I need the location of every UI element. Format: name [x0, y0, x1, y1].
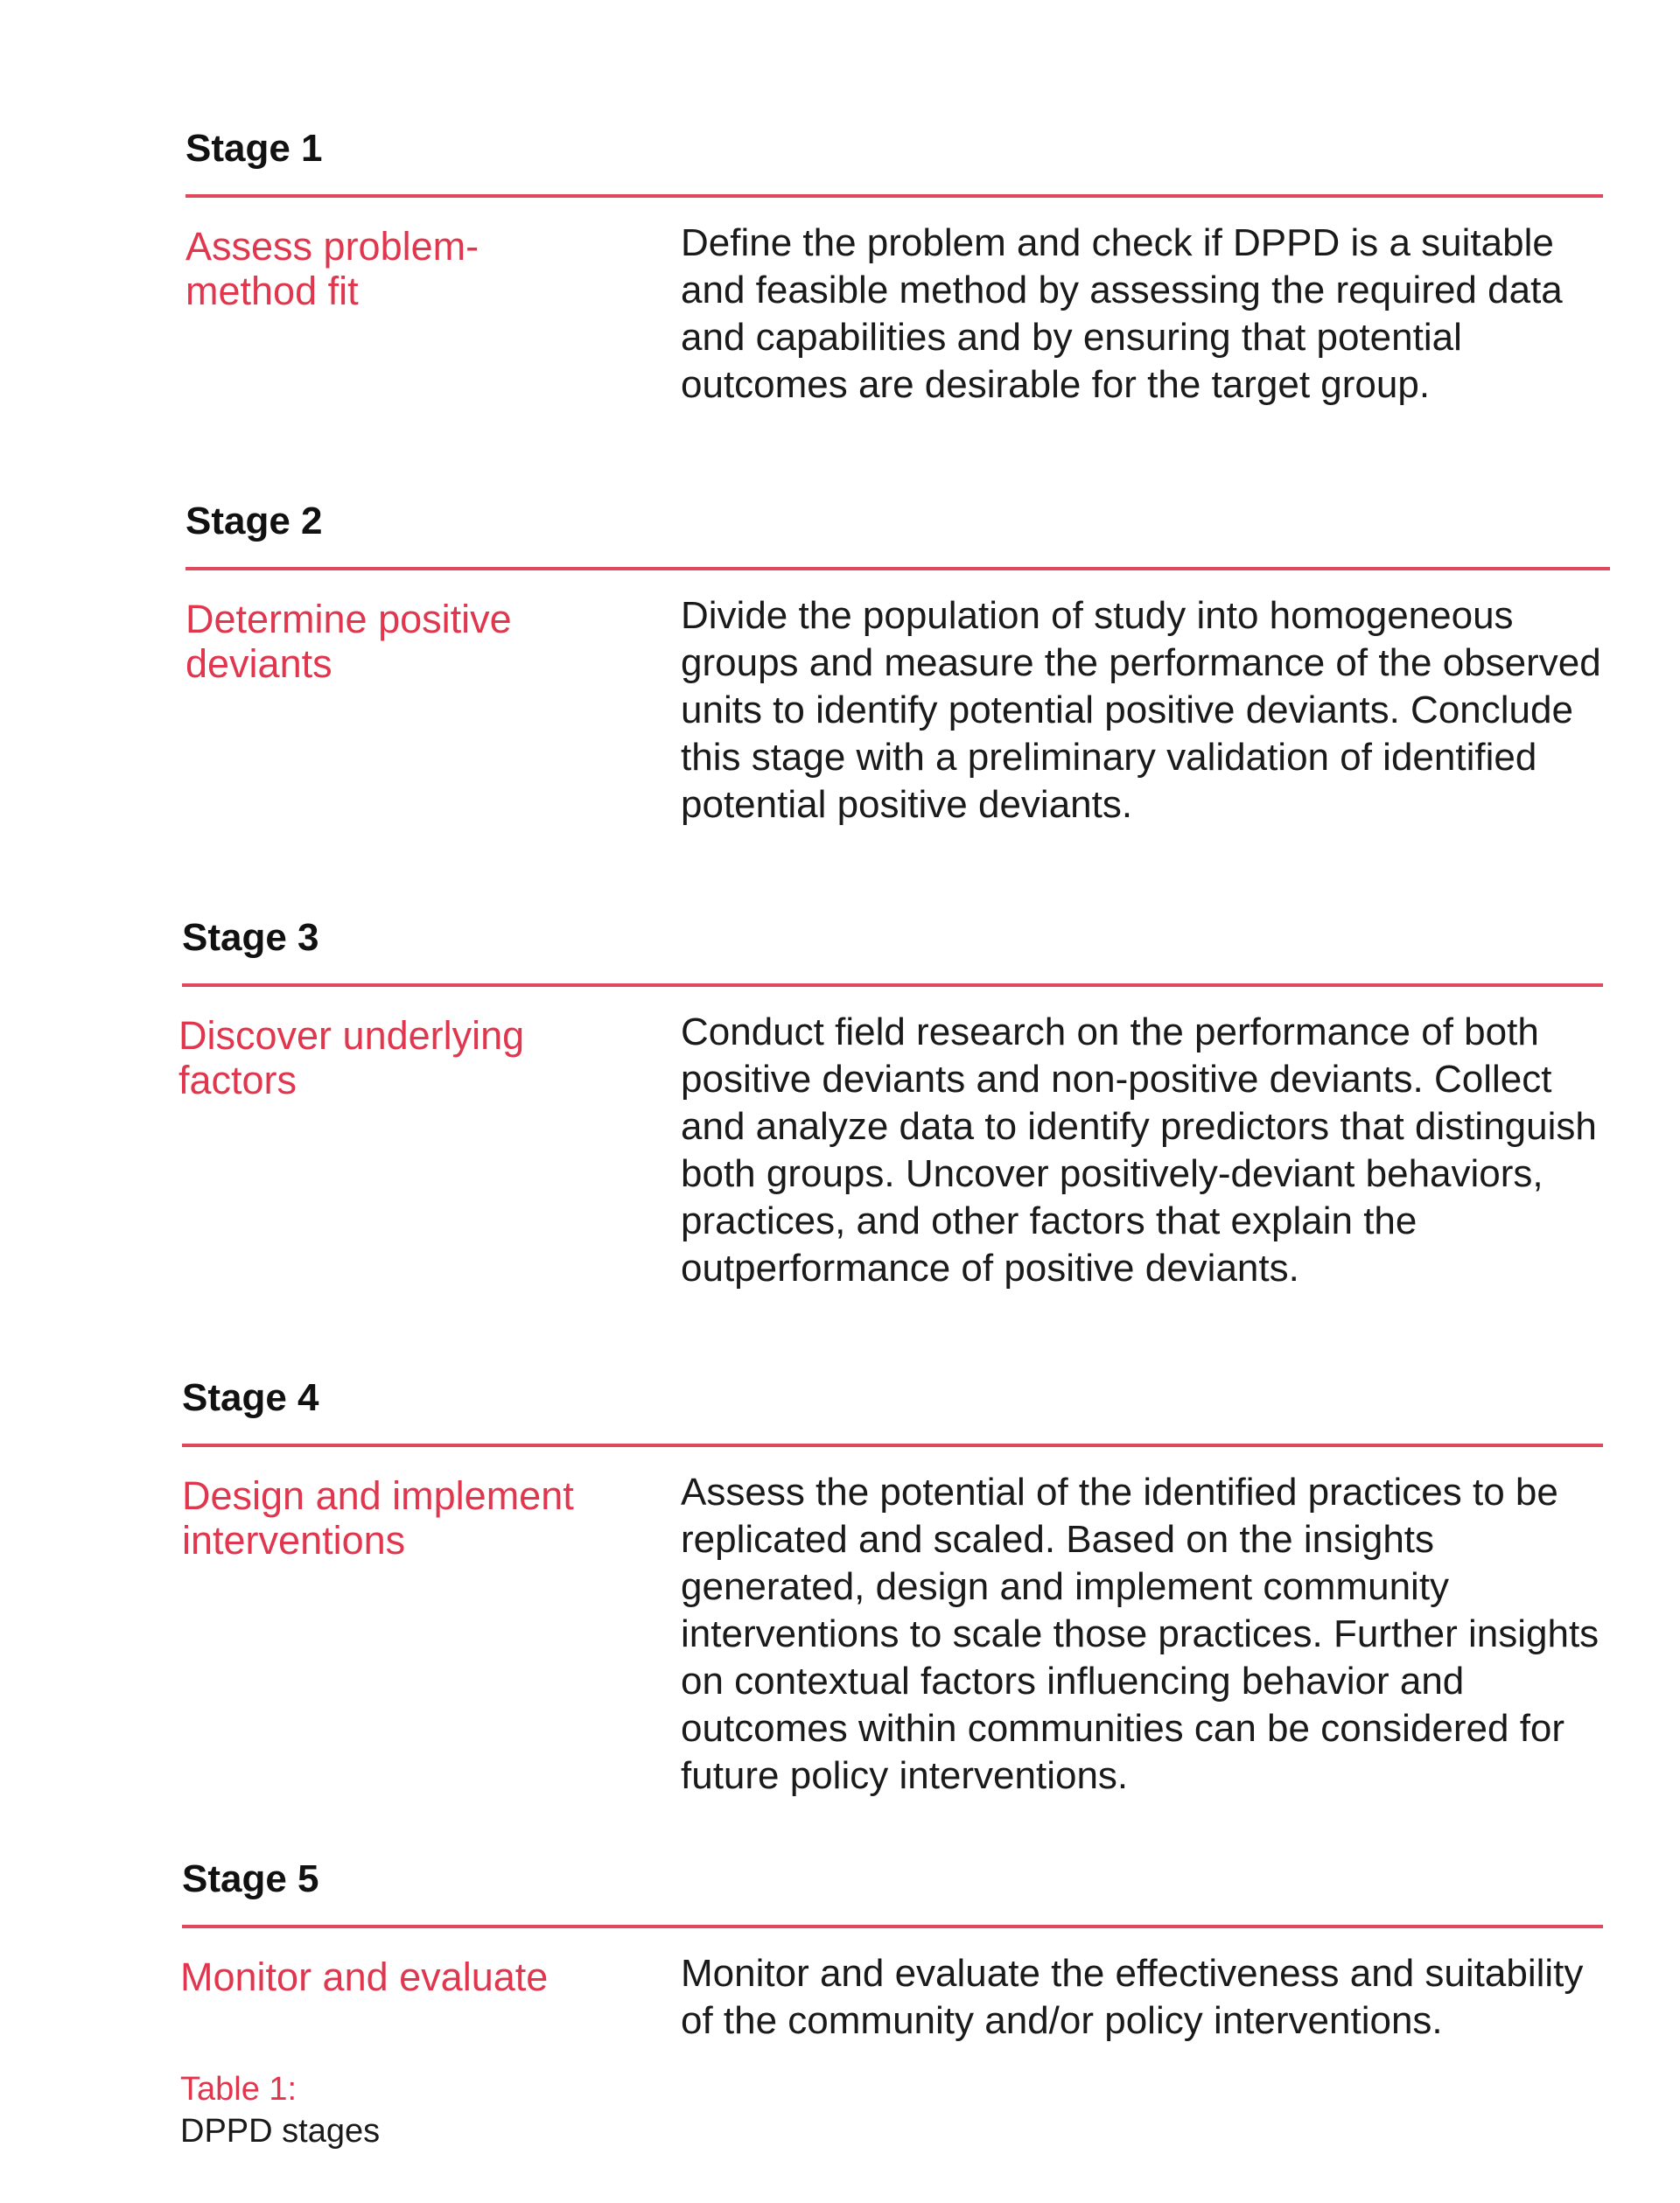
- stage-heading: Stage 3: [182, 916, 319, 959]
- stage-heading: Stage 4: [182, 1376, 319, 1419]
- stage-divider: [182, 1444, 1603, 1447]
- stage-description: Assess the potential of the identified practices to be replicated and scaled. Based on the insights generated, design and implement community interventions to scale those practices. Further insights on contextual factors influencing behavior and outcomes within communities can be considered for future policy interventions.: [681, 1471, 1600, 1797]
- table-caption: [180, 2068, 380, 2152]
- stage-name: Discover underlying factors: [178, 1013, 525, 1102]
- table-caption-title: DPPD stages: [180, 2113, 381, 2150]
- stage-heading: Stage 2: [186, 500, 323, 542]
- table-caption-label: Table 1:: [180, 2071, 298, 2108]
- stage-divider: [186, 567, 1610, 570]
- stage-divider: [186, 194, 1603, 198]
- stage-divider: [182, 1925, 1603, 1928]
- stage-description: Conduct field research on the performance of both positive deviants and non-positive deviants. Collect and analyze data to identify predictors that distinguish both groups. Uncover positively-deviant behaviors, practices, and other factors that explain the outperformance of positive deviants.: [681, 1011, 1597, 1290]
- stage-name: Determine positive deviants: [186, 597, 512, 686]
- stage-name: Design and implement interventions: [182, 1473, 574, 1563]
- stage-description: Monitor and evaluate the effectiveness and suitability of the community and/or policy interventions.: [681, 1952, 1584, 2042]
- stage-name: Monitor and evaluate: [180, 1955, 549, 1999]
- stage-divider: [182, 983, 1603, 987]
- stage-name: Assess problem-method fit: [186, 224, 480, 313]
- stage-heading: Stage 5: [182, 1857, 319, 1900]
- stage-description: Divide the population of study into homogeneous groups and measure the performance of the observed units to identify potential positive deviants. Conclude this stage with a preliminary validation of identified potential positive deviants.: [681, 594, 1601, 826]
- stage-description: Define the problem and check if DPPD is a suitable and feasible method by assessing the required data and capabilities and by ensuring that potential outcomes are desirable for the target group.: [681, 221, 1563, 406]
- stage-heading: Stage 1: [186, 127, 323, 170]
